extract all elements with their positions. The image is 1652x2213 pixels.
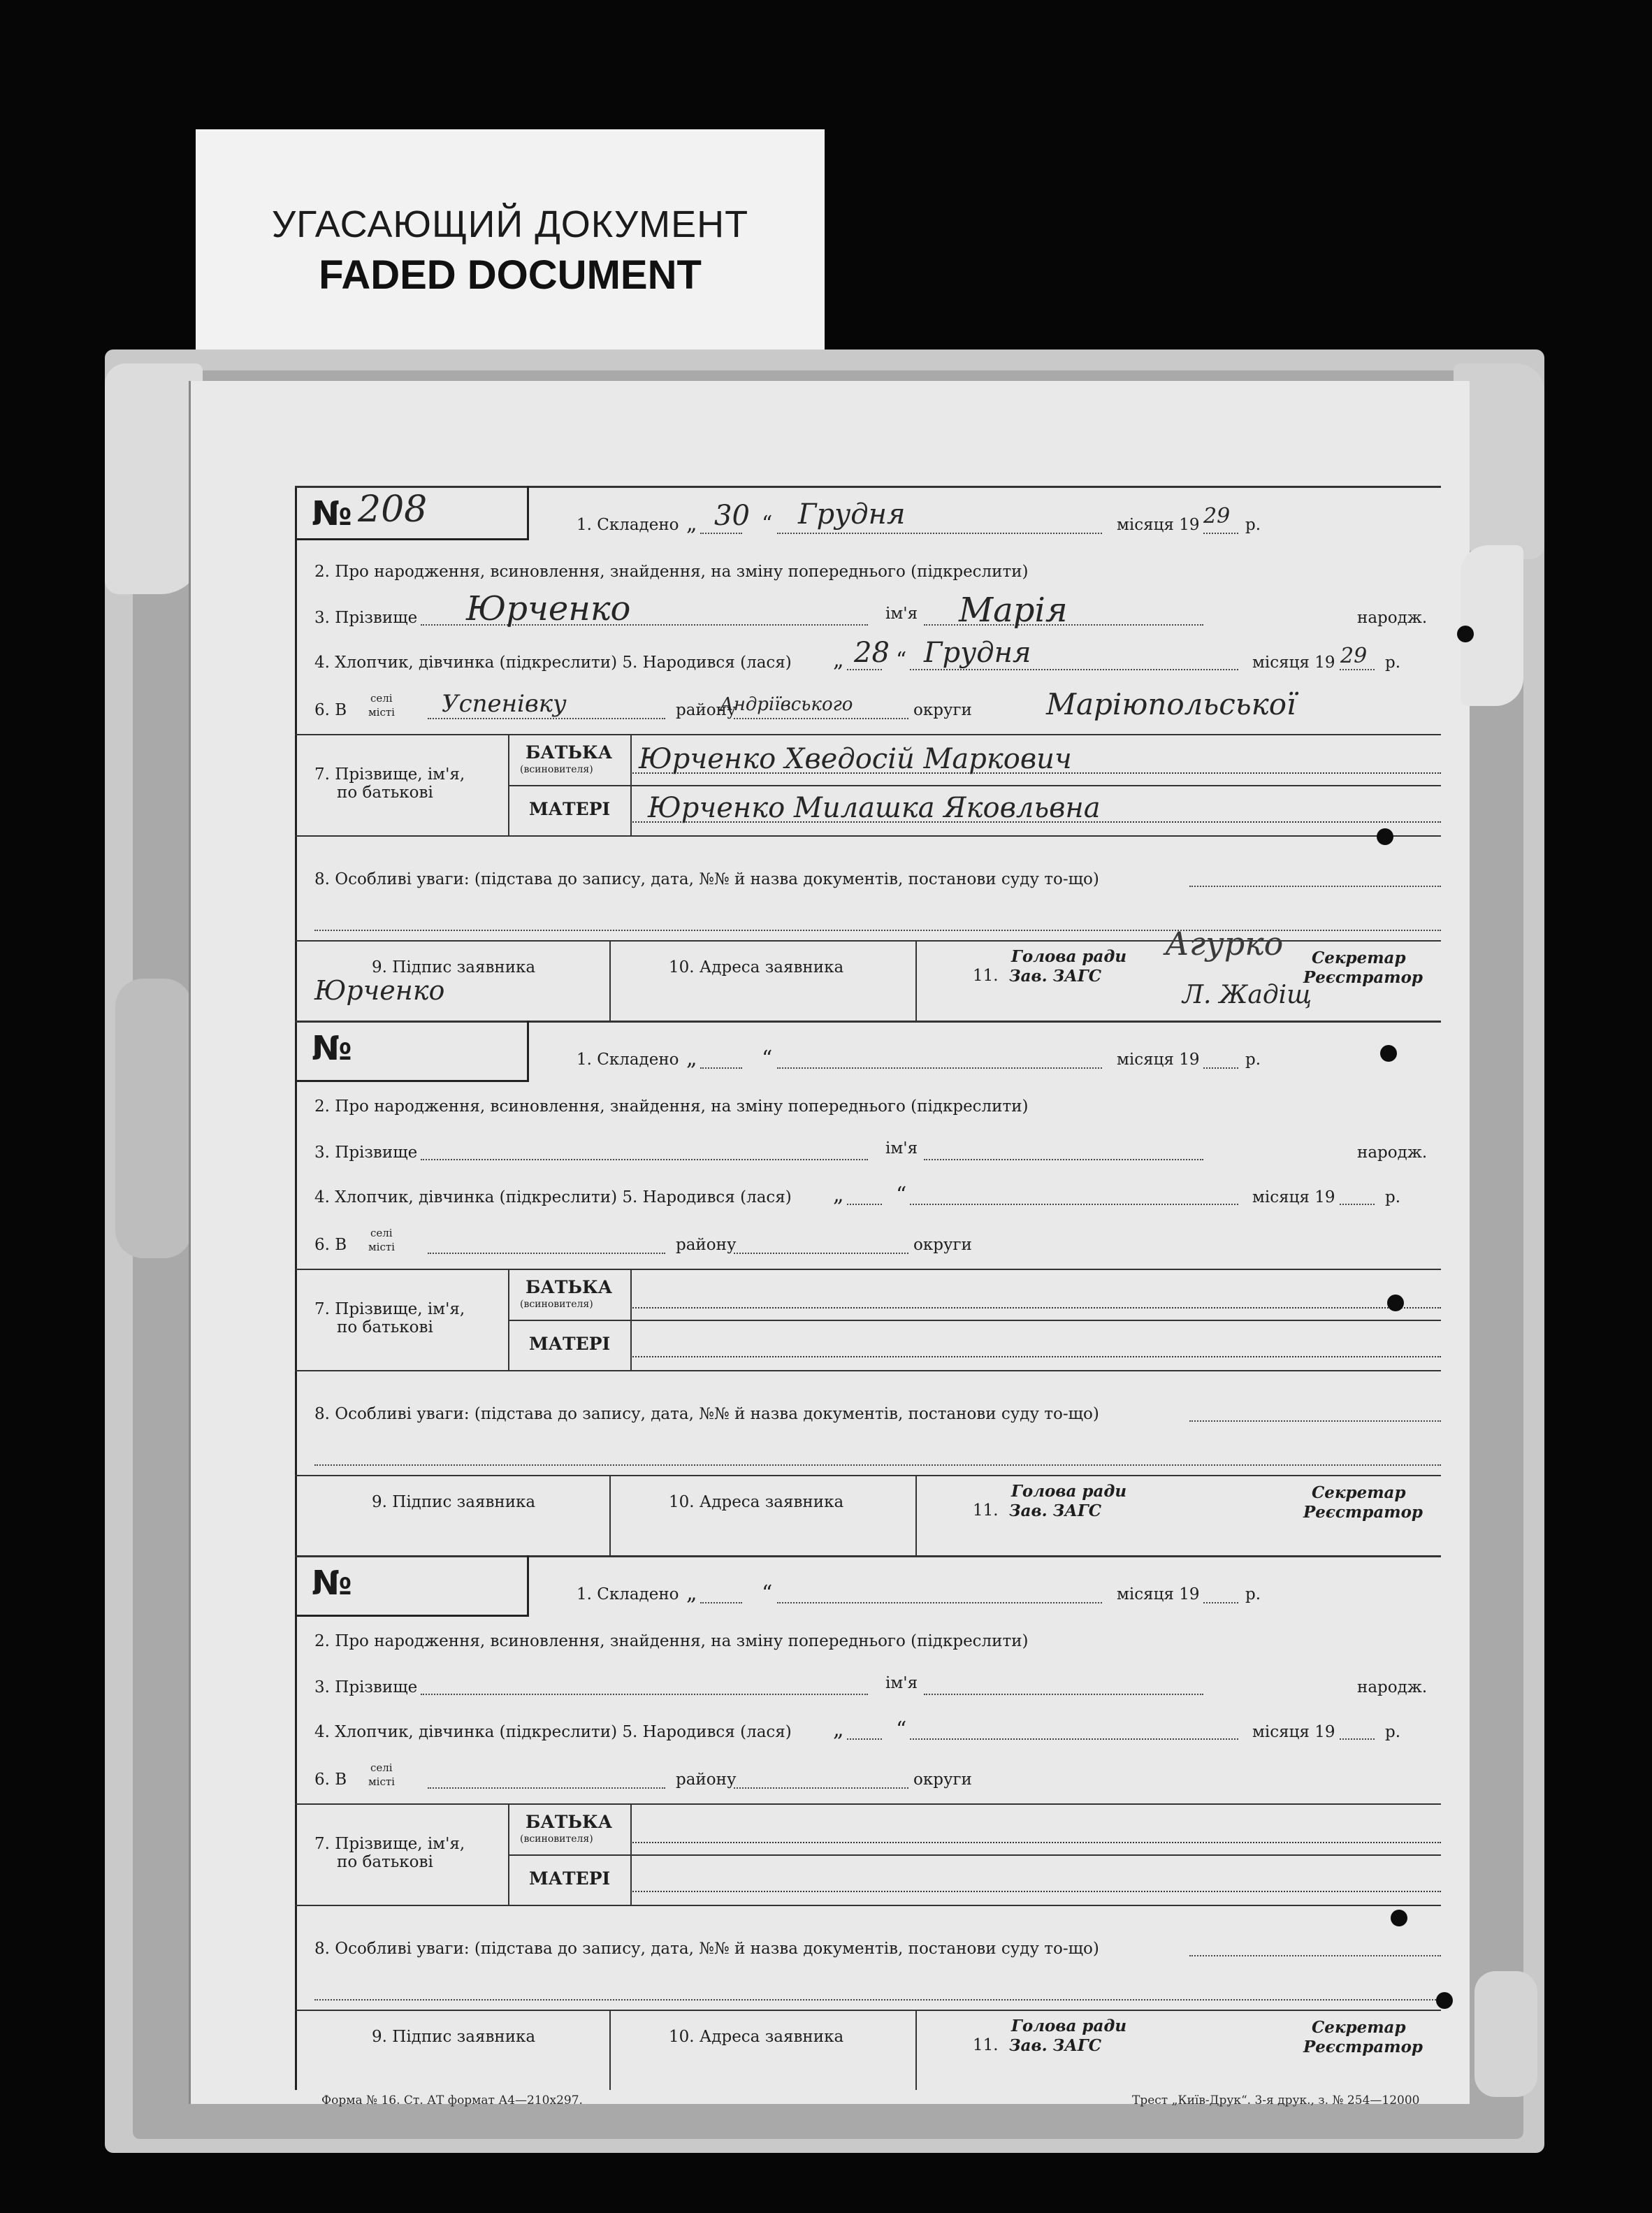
field-parents-label-2: по батькові xyxy=(337,1318,433,1336)
zags-label: Зав. ЗАГС xyxy=(1009,967,1102,986)
date-year: 29 xyxy=(1203,504,1231,528)
field-11-label: 11. xyxy=(973,2036,999,2054)
rule xyxy=(609,1475,611,1555)
surname-line xyxy=(421,1159,868,1160)
field-compiled-label: 1. Складено xyxy=(577,516,679,534)
birth-year-line xyxy=(1340,1738,1375,1740)
birth-month-line xyxy=(910,1738,1238,1740)
field-11-label: 11. xyxy=(973,1501,999,1520)
rule xyxy=(609,2010,611,2090)
punch-hole xyxy=(1377,828,1393,845)
field-surname-label: 3. Прізвище xyxy=(314,609,418,627)
secretary-label: Секретар xyxy=(1312,1483,1406,1502)
notes-line xyxy=(1189,1955,1441,1956)
field-type-label: 2. Про народження, всиновлення, знайдення, на зміну попереднього (підкреслити) xyxy=(314,1097,1029,1116)
field-okrug-label: округи xyxy=(913,701,972,719)
head-signature: Агурко xyxy=(1165,925,1284,963)
field-born-label: народж. xyxy=(1357,609,1428,627)
quote-mark: “ xyxy=(762,512,773,536)
field-type-label: 2. Про народження, всиновлення, знайдення, на зміну попереднього (підкреслити) xyxy=(314,1632,1029,1650)
year-suffix: р. xyxy=(1245,1051,1261,1069)
registrar-signature: Л. Жадіщ xyxy=(1182,981,1312,1009)
notes-line xyxy=(314,1999,1441,2001)
year-suffix: р. xyxy=(1385,654,1401,672)
name-value: Марія xyxy=(959,591,1068,630)
field-okrug-label: округи xyxy=(913,1771,972,1789)
place-line xyxy=(428,1787,665,1789)
zags-label: Зав. ЗАГС xyxy=(1009,1501,1102,1520)
field-month-label: місяця 19 xyxy=(1117,1051,1200,1069)
form-print-info: Форма № 16. Ст. АТ формат А4—210х297. xyxy=(321,2093,583,2107)
town-option: місті xyxy=(368,1241,395,1253)
head-label: Голова ради xyxy=(1011,1482,1127,1501)
field-surname-label: 3. Прізвище xyxy=(314,1144,418,1162)
rule xyxy=(915,940,917,1021)
village-option: селі xyxy=(370,692,393,705)
birth-month-value: Грудня xyxy=(924,637,1031,669)
number-sign: № xyxy=(312,494,352,533)
year-suffix: р. xyxy=(1385,1188,1401,1206)
birth-month-line xyxy=(910,1204,1238,1205)
field-notes-label: 8. Особливі уваги: (підстава до запису, дата, №№ й назва документів, постанови суду то-що) xyxy=(314,1940,1099,1958)
torn-edge xyxy=(1461,545,1523,706)
year-line xyxy=(1203,1602,1238,1603)
number-sign: № xyxy=(312,1564,352,1603)
year-suffix: р. xyxy=(1385,1723,1401,1741)
rayon-line xyxy=(734,718,908,719)
father-label: БАТЬКА xyxy=(526,742,613,763)
name-line xyxy=(924,1159,1203,1160)
month-line xyxy=(777,1067,1102,1069)
birth-day-line xyxy=(847,669,882,670)
field-parents-label: 7. Прізвище, ім'я, xyxy=(314,1835,465,1853)
applicant-address-label: 10. Адреса заявника xyxy=(669,958,844,976)
father-label: БАТЬКА xyxy=(526,1277,613,1297)
secretary-label: Секретар xyxy=(1312,2018,1406,2037)
father-label: БАТЬКА xyxy=(526,1812,613,1832)
rule xyxy=(295,1905,1441,1906)
quote-mark: “ xyxy=(762,1046,773,1071)
name-line xyxy=(924,1694,1203,1695)
field-sex-birth-label: 4. Хлопчик, дівчинка (підкреслити) 5. Народився (лася) xyxy=(314,1188,792,1206)
town-option: місті xyxy=(368,1775,395,1788)
registrar-label: Реєстратор xyxy=(1303,968,1423,987)
faded-document-label xyxy=(196,129,825,360)
field-rayon-label: району xyxy=(676,1236,737,1254)
quote-mark: “ xyxy=(762,1581,773,1606)
record-block xyxy=(295,1555,1459,2086)
field-birth-month-label: місяця 19 xyxy=(1252,1188,1335,1206)
rayon-value: Андріївського xyxy=(720,694,853,715)
date-month: Грудня xyxy=(798,498,906,531)
quote-mark: „ xyxy=(686,1581,697,1606)
rayon-line xyxy=(734,1253,908,1254)
number-sign: № xyxy=(312,1029,352,1068)
applicant-signature-label: 9. Підпис заявника xyxy=(372,1493,536,1511)
field-notes-label: 8. Особливі уваги: (підстава до запису, дата, №№ й назва документів, постанови суду то-що) xyxy=(314,1405,1099,1423)
applicant-address-label: 10. Адреса заявника xyxy=(669,1493,844,1511)
field-notes-label: 8. Особливі уваги: (підстава до запису, дата, №№ й назва документів, постанови суду то-що) xyxy=(314,870,1099,888)
notes-line xyxy=(1189,1420,1441,1422)
field-month-label: місяця 19 xyxy=(1117,516,1200,534)
year-line xyxy=(1203,1067,1238,1069)
rule xyxy=(295,1370,1441,1371)
rayon-line xyxy=(734,1787,908,1789)
quote-mark: “ xyxy=(896,1183,907,1207)
mother-value: Юрченко Милашка Яковльвна xyxy=(648,792,1101,824)
birth-day-line xyxy=(847,1738,882,1740)
zags-label: Зав. ЗАГС xyxy=(1009,2036,1102,2055)
place-line xyxy=(428,718,665,719)
applicant-signature-label: 9. Підпис заявника xyxy=(372,2028,536,2046)
rule xyxy=(295,1269,1441,1270)
secretary-label: Секретар xyxy=(1312,949,1406,967)
applicant-signature: Юрченко xyxy=(314,975,445,1006)
field-month-label: місяця 19 xyxy=(1117,1585,1200,1603)
applicant-address-label: 10. Адреса заявника xyxy=(669,2028,844,2046)
year-suffix: р. xyxy=(1245,516,1261,534)
village-option: селі xyxy=(370,1227,393,1239)
surname-value: Юрченко xyxy=(466,589,631,628)
registrar-label: Реєстратор xyxy=(1303,2038,1423,2056)
rule xyxy=(295,734,1441,735)
label-russian: УГАСАЮЩИЙ ДОКУМЕНТ xyxy=(271,203,749,245)
record-block xyxy=(295,1021,1459,1552)
month-line xyxy=(777,1602,1102,1603)
field-compiled-label: 1. Складено xyxy=(577,1585,679,1603)
head-label: Голова ради xyxy=(1011,2017,1127,2035)
day-line xyxy=(700,1067,742,1069)
quote-mark: „ xyxy=(833,1183,844,1207)
mother-label: МАТЕРІ xyxy=(529,799,611,819)
birth-day-line xyxy=(847,1204,882,1205)
adopter-label: (всиновителя) xyxy=(520,1833,593,1845)
quote-mark: „ xyxy=(686,512,697,536)
field-parents-label: 7. Прізвище, ім'я, xyxy=(314,765,465,784)
field-sex-birth-label: 4. Хлопчик, дівчинка (підкреслити) 5. Народився (лася) xyxy=(314,654,792,672)
rule xyxy=(295,2010,1441,2011)
village-option: селі xyxy=(370,1761,393,1774)
field-birth-month-label: місяця 19 xyxy=(1252,1723,1335,1741)
field-parents-label-2: по батькові xyxy=(337,784,433,802)
field-born-label: народж. xyxy=(1357,1144,1428,1162)
year-line xyxy=(1203,533,1238,534)
father-line xyxy=(630,1307,1441,1309)
rule xyxy=(508,1320,1441,1321)
okrug-value: Маріюпольської xyxy=(1046,687,1296,721)
day-line xyxy=(700,533,742,534)
torn-edge xyxy=(105,363,203,594)
quote-mark: “ xyxy=(896,1717,907,1742)
quote-mark: „ xyxy=(833,648,844,672)
surname-line xyxy=(421,1694,868,1695)
record-block xyxy=(295,486,1459,1017)
town-option: місті xyxy=(368,706,395,719)
place-line xyxy=(428,1253,665,1254)
rule xyxy=(508,1854,1441,1856)
field-11-label: 11. xyxy=(973,967,999,985)
birth-day-value: 28 xyxy=(854,637,890,669)
village-value: Успенівку xyxy=(442,690,567,718)
notes-line xyxy=(314,1464,1441,1466)
date-day: 30 xyxy=(714,500,750,532)
notes-line xyxy=(1189,886,1441,887)
punch-hole xyxy=(1380,1045,1397,1062)
printer-info: Трест „Київ-Друк“. 3-я друк., з. № 254—12000 xyxy=(1132,2093,1420,2107)
torn-edge xyxy=(1475,1971,1537,2097)
quote-mark: „ xyxy=(686,1046,697,1071)
rule xyxy=(609,940,611,1021)
punch-hole xyxy=(1387,1295,1404,1311)
field-name-label: ім'я xyxy=(885,1139,918,1158)
field-born-label: народж. xyxy=(1357,1678,1428,1696)
rule xyxy=(295,1803,1441,1805)
quote-mark: „ xyxy=(833,1717,844,1742)
field-compiled-label: 1. Складено xyxy=(577,1051,679,1069)
mother-label: МАТЕРІ xyxy=(529,1334,611,1354)
mother-line xyxy=(630,1356,1441,1357)
rule xyxy=(508,785,1441,786)
punch-hole xyxy=(1457,626,1474,642)
field-place-label: 6. В xyxy=(314,701,347,719)
birth-year-line xyxy=(1340,1204,1375,1205)
field-name-label: ім'я xyxy=(885,1674,918,1692)
birth-month-line xyxy=(910,669,1238,670)
field-place-label: 6. В xyxy=(314,1771,347,1789)
registrar-label: Реєстратор xyxy=(1303,1503,1423,1522)
rule xyxy=(295,1475,1441,1476)
torn-edge xyxy=(115,979,192,1258)
record-number: 208 xyxy=(358,489,428,531)
adopter-label: (всиновителя) xyxy=(520,1299,593,1310)
field-place-label: 6. В xyxy=(314,1236,347,1254)
head-label: Голова ради xyxy=(1011,947,1127,966)
field-name-label: ім'я xyxy=(885,605,918,623)
birth-year-value: 29 xyxy=(1340,644,1368,668)
field-rayon-label: району xyxy=(676,701,737,719)
field-okrug-label: округи xyxy=(913,1236,972,1254)
field-rayon-label: району xyxy=(676,1771,737,1789)
father-line xyxy=(630,1842,1441,1843)
year-suffix: р. xyxy=(1245,1585,1261,1603)
field-parents-label-2: по батькові xyxy=(337,1853,433,1871)
punch-hole xyxy=(1436,1992,1453,2009)
punch-hole xyxy=(1391,1910,1407,1926)
quote-mark: “ xyxy=(896,648,907,672)
field-type-label: 2. Про народження, всиновлення, знайдення, на зміну попереднього (підкреслити) xyxy=(314,563,1029,581)
birth-year-line xyxy=(1340,669,1375,670)
label-english: FADED DOCUMENT xyxy=(319,252,702,298)
rule xyxy=(915,1475,917,1555)
month-line xyxy=(777,533,1102,534)
adopter-label: (всиновителя) xyxy=(520,764,593,775)
father-value: Юрченко Хведосій Маркович xyxy=(639,743,1072,775)
field-parents-label: 7. Прізвище, ім'я, xyxy=(314,1300,465,1318)
field-sex-birth-label: 4. Хлопчик, дівчинка (підкреслити) 5. Народився (лася) xyxy=(314,1723,792,1741)
rule xyxy=(295,835,1441,837)
field-surname-label: 3. Прізвище xyxy=(314,1678,418,1696)
mother-label: МАТЕРІ xyxy=(529,1868,611,1889)
applicant-signature-label: 9. Підпис заявника xyxy=(372,958,536,976)
day-line xyxy=(700,1602,742,1603)
field-birth-month-label: місяця 19 xyxy=(1252,654,1335,672)
rule xyxy=(915,2010,917,2090)
mother-line xyxy=(630,1891,1441,1892)
